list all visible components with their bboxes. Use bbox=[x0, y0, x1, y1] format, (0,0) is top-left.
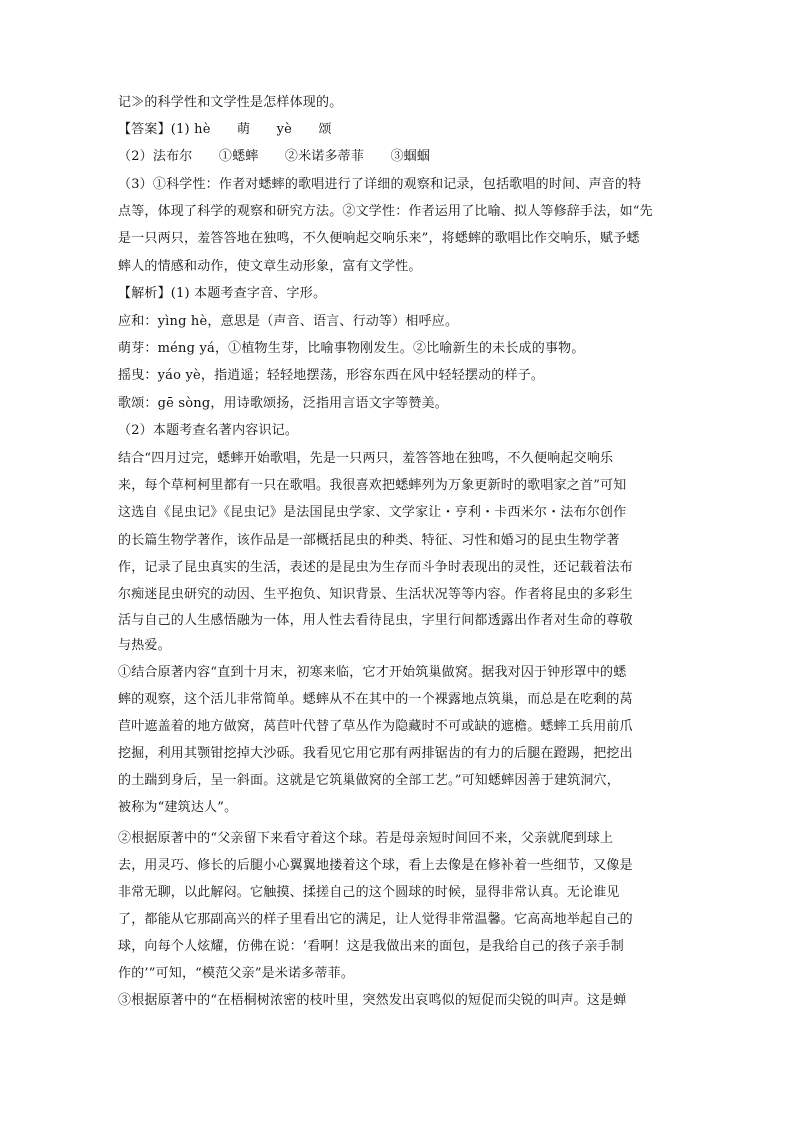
text-line: 是一只两只，羞答答地在独鸣，不久便响起交响乐来”，将蟋蟀的歌唱比作交响乐，赋予蟋 bbox=[118, 231, 640, 246]
text-line: （3）①科学性：作者对蟋蟀的歌唱进行了详细的观察和记录，包括歌唱的时间、声音的特 bbox=[118, 177, 642, 192]
text-line: 活与自己的人生感悟融为一体，用人性去看待昆虫，字里行间都透露出作者对生命的尊敬 bbox=[118, 613, 633, 628]
text-line: 被称为“建筑达人”。 bbox=[118, 800, 238, 815]
text-line: 蟀人的情感和动作，使文章生动形象，富有文学性。 bbox=[118, 259, 422, 274]
text-line: 的土踹到身后，呈一斜面。这就是它筑巢做窝的全部工艺。”可知蟋蟀因善于建筑洞穴， bbox=[118, 773, 620, 788]
text-line: 苣叶遮盖着的地方做窝，莴苣叶代替了草丛作为隐藏时不可或缺的遮檐。蟋蟀工兵用前爪 bbox=[118, 719, 633, 734]
text-line: 结合“四月过完，蟋蟀开始歌唱，先是一只两只，羞答答地在独鸣，不久便响起交响乐 bbox=[118, 451, 614, 466]
text-line: 挖掘，利用其颚钳挖掉大沙砾。我看见它用它那有两排锯齿的有力的后腿在蹬踢，把挖出 bbox=[118, 746, 633, 761]
text-line: 尔痴迷昆虫研究的动因、生平抱负、知识背景、生活状况等等内容。作者将昆虫的多彩生 bbox=[118, 587, 633, 602]
text-line: 了，都能从它那副高兴的样子里看出它的满足，让人觉得非常温馨。它高高地举起自己的 bbox=[118, 912, 633, 927]
text-line: 作的’”可知，“模范父亲”是米诺多蒂菲。 bbox=[118, 966, 355, 981]
answer-heading-line: 【答案】(1) hè 萌 yè 颂 bbox=[118, 122, 332, 137]
text-line: 与热爱。 bbox=[118, 638, 171, 653]
text-line: 去，用灵巧、修长的后腿小心翼翼地搂着这个球，看上去像是在修补着一些细节，又像是 bbox=[118, 858, 633, 873]
text-line: 记≫的科学性和文学性是怎样体现的。 bbox=[118, 95, 343, 110]
text-line: （2）本题考查名著内容识记。 bbox=[118, 423, 299, 438]
text-line: 球，向每个人炫耀，仿佛在说：‘看啊！这是我做出来的面包，是我给自己的孩子亲手制 bbox=[118, 939, 624, 954]
text-line: 摇曳：yáo yè，指逍遥；轻轻地摆荡，形容东西在风中轻轻摆动的样子。 bbox=[118, 368, 545, 383]
text-line: 作，记录了昆虫真实的生活，表述的是昆虫为生存而斗争时表现出的灵性，还记载着法布 bbox=[118, 560, 633, 575]
text-line: （2）法布尔 ①蟋蟀 ②米诺多蒂菲 ③蝈蝈 bbox=[118, 149, 431, 164]
text-line: 的长篇生物学著作，该作品是一部概括昆虫的种类、特征、习性和婚习的昆虫生物学著 bbox=[118, 533, 620, 548]
text-line: 应和：yìng hè，意思是（声音、语言、行动等）相呼应。 bbox=[118, 314, 459, 329]
text-line: 萌芽：méng yá，①植物生芽，比喻事物刚发生。②比喻新生的未长成的事物。 bbox=[118, 341, 585, 356]
text-line: 这选自《昆虫记》《昆虫记》是法国昆虫学家、文学家让・亨利・卡西米尔・法布尔创作 bbox=[118, 505, 627, 520]
text-line: 点等，体现了科学的观察和研究方法。②文学性：作者运用了比喻、拟人等修辞手法，如“先 bbox=[118, 204, 653, 219]
text-line: 非常无聊，以此解闷。它触摸、揉搓自己的这个圆球的时候，显得非常认真。无论谁见 bbox=[118, 885, 620, 900]
text-line: ②根据原著中的“父亲留下来看守着这个球。若是母亲短时间回不来，父亲就爬到球上 bbox=[118, 831, 614, 846]
text-line: 来，每个草柯柯里都有一只在歌唱。我很喜欢把蟋蟀列为万象更新时的歌唱家之首”可知 bbox=[118, 478, 627, 493]
text-line: ①结合原著内容“直到十月末，初寒来临，它才开始筑巢做窝。据我对囚于钟形罩中的蟋 bbox=[118, 665, 627, 680]
analysis-heading-line: 【解析】(1) 本题考查字音、字形。 bbox=[118, 286, 327, 301]
text-line: 歌颂：gē sòng，用诗歌颂扬，泛指用言语文字等赞美。 bbox=[118, 396, 448, 411]
text-line: 蟀的观察，这个活儿非常简单。蟋蟀从不在其中的一个裸露地点筑巢，而总是在吃剩的莴 bbox=[118, 692, 633, 707]
text-line: ③根据原著中的“在梧桐树浓密的枝叶里，突然发出哀鸣似的短促而尖锐的叫声。这是蝉 bbox=[118, 993, 627, 1008]
